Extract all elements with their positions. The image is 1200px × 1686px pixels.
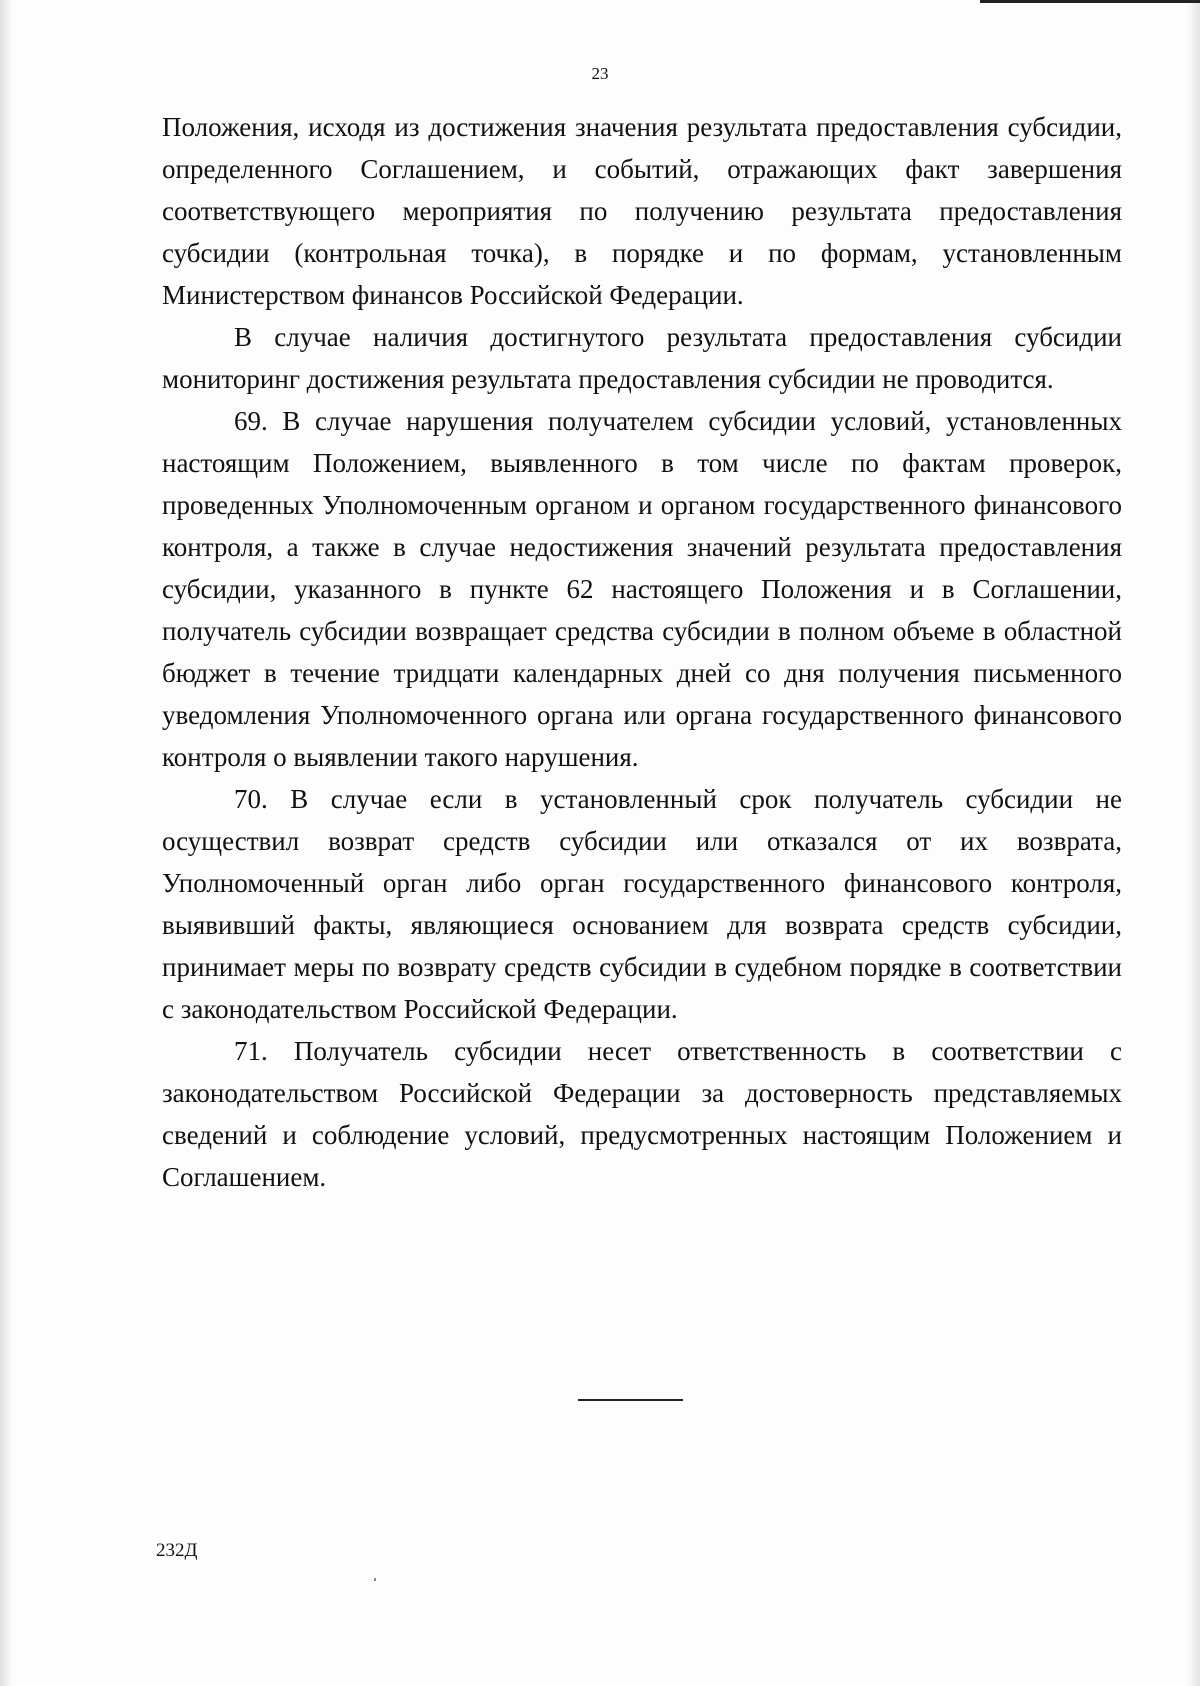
paragraph-continuation: Положения, исходя из достижения значения результата предоставления субсидии, определенного Соглашением, и событий, отражающих факт завершения соответствующего мероприятия по получению результата предоставления субсидии (контрольная точка), в порядке и по формам, установленным Министерством финансов Российской Федерации. <box>162 112 1122 310</box>
scan-left-edge <box>0 0 12 1686</box>
document-code: 232Д <box>156 1540 198 1561</box>
document-body <box>162 106 1122 1198</box>
paragraph-71: 71. Получатель субсидии несет ответственность в соответствии с законодательством Российской Федерации за достоверность представляемых сведений и соблюдение условий, предусмотренных настоящим Положением и Соглашением. <box>162 1036 1122 1192</box>
page-number: 23 <box>591 64 609 83</box>
paragraph-69: 69. В случае нарушения получателем субсидии условий, установленных настоящим Положением, выявленного в том числе по фактам проверок, проведенных Уполномоченным органом и органом государственного финансового контроля, а также в случае недостижения значений результата предоставления субсидии, указанного в пункте 62 настоящего Положения и в Соглашении, получатель субсидии возвращает средства субсидии в полном объеме в областной бюджет в течение тридцати календарных дней со дня получения письменного уведомления Уполномоченного органа или органа государственного финансового контроля о выявлении такого нарушения. <box>162 406 1122 772</box>
top-corner-rule <box>980 0 1200 3</box>
scan-right-edge <box>1186 0 1200 1686</box>
end-of-text-rule <box>578 1399 683 1401</box>
scan-speck <box>374 1578 376 1581</box>
paragraph-70: 70. В случае если в установленный срок получатель субсидии не осуществил возврат средств субсидии или отказался от их возврата, Уполномоченный орган либо орган государственного финансового контроля, выявивший факты, являющиеся основанием для возврата средств субсидии, принимает меры по возврату средств субсидии в судебном порядке в соответствии с законодательством Российской Федерации. <box>162 784 1122 1024</box>
paragraph-monitoring: В случае наличия достигнутого результата предоставления субсидии мониторинг достижения результата предоставления субсидии не проводится. <box>162 322 1122 394</box>
